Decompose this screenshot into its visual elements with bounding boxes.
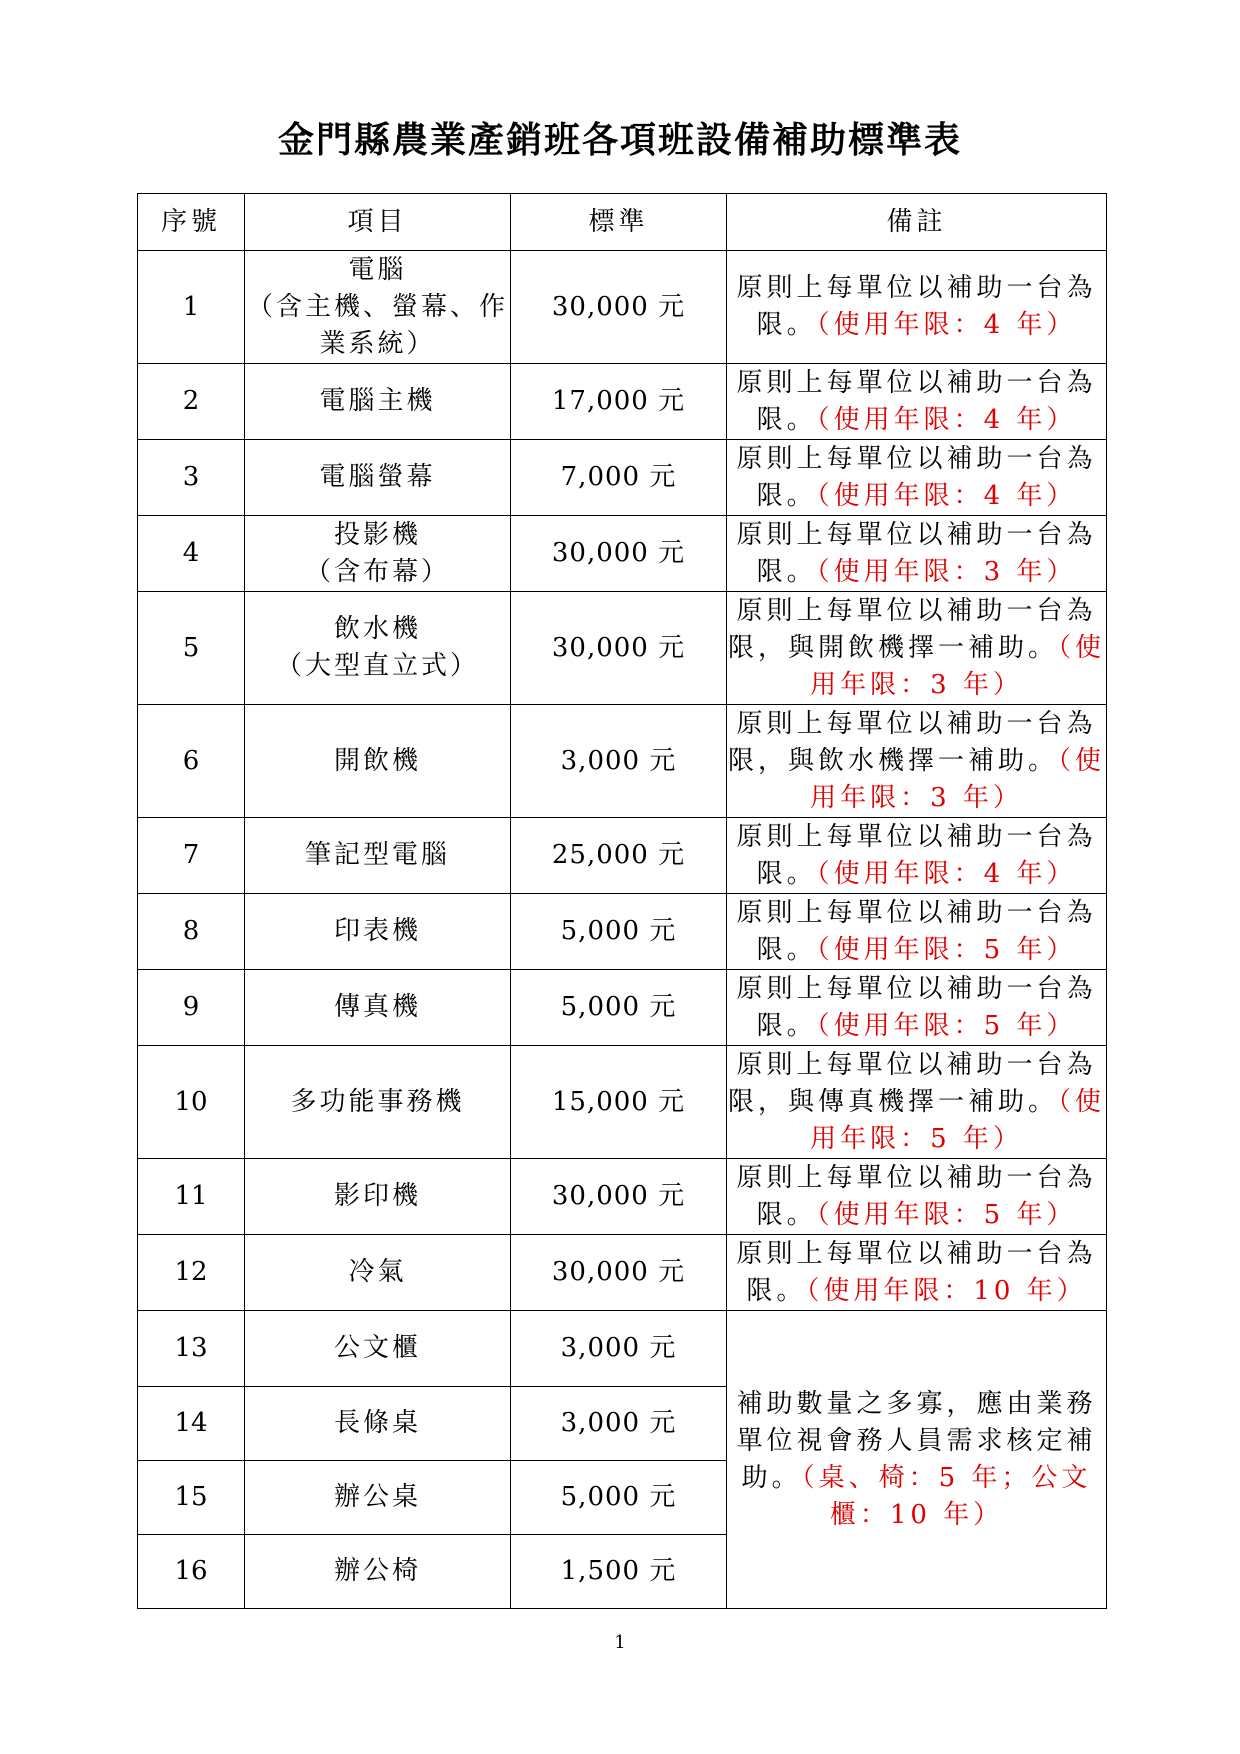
row-serial-number: 16 xyxy=(138,1535,245,1609)
remark-usage-period: （使用年限：5 年） xyxy=(810,1086,1106,1154)
row-remark xyxy=(727,970,1107,1046)
remark-usage-period: （使用年限：5 年） xyxy=(816,1010,1077,1041)
row-standard: 25,000 元 xyxy=(511,818,727,894)
item-line: 冷氣 xyxy=(348,1257,407,1287)
remark-text: 原則上每單位以補助一台為限，與傳真機擇一補助。 xyxy=(727,1049,1097,1117)
remark-text: 原則上每單位以補助一台為限。 xyxy=(736,273,1097,340)
row-remark xyxy=(727,364,1107,440)
item-line: 投影機 xyxy=(333,519,421,550)
remark-text: 原則上每單位以補助一台為限。 xyxy=(736,1162,1097,1230)
table-row xyxy=(138,1235,1107,1311)
row-serial-number: 2 xyxy=(138,364,245,440)
row-remark xyxy=(727,592,1107,705)
page-number: 1 xyxy=(614,1632,626,1653)
table-row xyxy=(138,705,1107,818)
item-line: 公文櫃 xyxy=(333,1333,421,1363)
row-serial-number: 14 xyxy=(138,1387,245,1461)
item-line: （大型直立式） xyxy=(275,651,479,681)
table-header-row xyxy=(138,194,1107,251)
remark-usage-period: （使用年限：4 年） xyxy=(816,858,1077,889)
row-item xyxy=(245,1046,511,1159)
item-line: 飲水機 xyxy=(333,614,421,644)
item-line: （含主機、螢幕、作業系統） xyxy=(246,291,508,359)
row-remark xyxy=(727,1159,1107,1235)
row-serial-number: 7 xyxy=(138,818,245,894)
remark-text: 原則上每單位以補助一台為限。 xyxy=(736,367,1097,435)
remark-text: 原則上每單位以補助一台為限。 xyxy=(736,519,1097,587)
subsidy-standard-table xyxy=(137,193,1107,1609)
item-line: 開飲機 xyxy=(333,745,421,776)
row-item xyxy=(245,516,511,592)
table-row xyxy=(138,440,1107,516)
item-line: 影印機 xyxy=(333,1181,421,1211)
row-standard: 5,000 元 xyxy=(511,970,727,1046)
remark-usage-period: （使用年限：4 年） xyxy=(816,404,1077,435)
row-serial-number: 1 xyxy=(138,251,245,364)
item-line: 長條桌 xyxy=(333,1408,421,1438)
row-item xyxy=(245,251,511,364)
row-item xyxy=(245,1535,511,1609)
table-row xyxy=(138,1159,1107,1235)
row-serial-number: 4 xyxy=(138,516,245,592)
remark-text: 原則上每單位以補助一台為限。 xyxy=(736,1238,1097,1306)
row-remark xyxy=(727,440,1107,516)
row-remark xyxy=(727,1235,1107,1311)
item-line: 電腦 xyxy=(348,254,407,285)
remark-usage-period: （使用年限：3 年） xyxy=(816,556,1077,587)
row-remark xyxy=(727,516,1107,592)
table-row xyxy=(138,970,1107,1046)
row-item xyxy=(245,1311,511,1387)
row-serial-number: 12 xyxy=(138,1235,245,1311)
row-standard: 30,000 元 xyxy=(511,1235,727,1311)
row-item xyxy=(245,1159,511,1235)
row-standard: 3,000 元 xyxy=(511,705,727,818)
table-row xyxy=(138,364,1107,440)
row-standard: 5,000 元 xyxy=(511,894,727,970)
table-row xyxy=(138,251,1107,364)
item-line: 辦公桌 xyxy=(333,1482,421,1512)
remark-text: 原則上每單位以補助一台為限。 xyxy=(736,973,1097,1041)
row-item xyxy=(245,1461,511,1535)
merged-remark xyxy=(727,1311,1107,1609)
row-remark xyxy=(727,818,1107,894)
row-serial-number: 9 xyxy=(138,970,245,1046)
row-remark xyxy=(727,894,1107,970)
item-line: 電腦主機 xyxy=(319,386,436,416)
row-item xyxy=(245,592,511,705)
table-row xyxy=(138,894,1107,970)
row-standard: 5,000 元 xyxy=(511,1461,727,1535)
item-line: 電腦螢幕 xyxy=(319,462,436,492)
remark-usage-period: （使用年限：10 年） xyxy=(806,1275,1087,1306)
header-standard: 標準 xyxy=(511,194,727,251)
remark-text: 原則上每單位以補助一台為限，與飲水機擇一補助。 xyxy=(727,708,1097,776)
row-serial-number: 5 xyxy=(138,592,245,705)
header-remarks: 備註 xyxy=(727,194,1107,251)
row-item xyxy=(245,1235,511,1311)
row-remark xyxy=(727,1046,1107,1159)
row-standard: 1,500 元 xyxy=(511,1535,727,1609)
table-row xyxy=(138,1311,1107,1387)
table-row xyxy=(138,516,1107,592)
row-item xyxy=(245,1387,511,1461)
table-row xyxy=(138,1046,1107,1159)
row-serial-number: 3 xyxy=(138,440,245,516)
item-line: 筆記型電腦 xyxy=(304,840,450,870)
row-standard: 30,000 元 xyxy=(511,251,727,364)
row-item xyxy=(245,894,511,970)
header-serial-number: 序號 xyxy=(138,194,245,251)
remark-text: 原則上每單位以補助一台為限。 xyxy=(736,897,1097,965)
remark-usage-period: （使用年限：4 年） xyxy=(816,310,1077,340)
row-serial-number: 13 xyxy=(138,1311,245,1387)
row-serial-number: 10 xyxy=(138,1046,245,1159)
row-remark xyxy=(727,705,1107,818)
remark-usage-period: （使用年限：3 年） xyxy=(810,745,1106,813)
row-standard: 30,000 元 xyxy=(511,592,727,705)
header-item: 項目 xyxy=(245,194,511,251)
remark-usage-period: （桌、椅：5 年；公文櫃：10 年） xyxy=(801,1462,1092,1530)
row-item xyxy=(245,705,511,818)
document-title: 金門縣農業產銷班各項班設備補助標準表 xyxy=(277,120,962,161)
row-standard: 30,000 元 xyxy=(511,516,727,592)
item-line: 傳真機 xyxy=(333,992,421,1022)
item-line: 多功能事務機 xyxy=(290,1086,465,1117)
table-row xyxy=(138,818,1107,894)
row-standard: 3,000 元 xyxy=(511,1387,727,1461)
remark-usage-period: （使用年限：5 年） xyxy=(816,1199,1077,1230)
row-standard: 17,000 元 xyxy=(511,364,727,440)
item-line: （含布幕） xyxy=(304,556,450,587)
item-line: 印表機 xyxy=(333,916,421,946)
table-row xyxy=(138,592,1107,705)
remark-text: 原則上每單位以補助一台為限。 xyxy=(736,443,1097,511)
row-item xyxy=(245,818,511,894)
row-serial-number: 6 xyxy=(138,705,245,818)
remark-usage-period: （使用年限：3 年） xyxy=(810,632,1106,700)
remark-text: 原則上每單位以補助一台為限。 xyxy=(736,821,1097,889)
remark-usage-period: （使用年限：4 年） xyxy=(816,480,1077,511)
row-serial-number: 8 xyxy=(138,894,245,970)
remark-text: 原則上每單位以補助一台為限，與開飲機擇一補助。 xyxy=(727,595,1097,663)
row-remark xyxy=(727,251,1107,364)
row-item xyxy=(245,364,511,440)
row-item xyxy=(245,970,511,1046)
remark-text: 補助數量之多寡，應由業務單位視會務人員需求核定補助。 xyxy=(736,1388,1097,1493)
item-line: 辦公椅 xyxy=(333,1556,421,1586)
row-serial-number: 15 xyxy=(138,1461,245,1535)
row-item xyxy=(245,440,511,516)
row-standard: 15,000 元 xyxy=(511,1046,727,1159)
remark-usage-period: （使用年限：5 年） xyxy=(816,934,1077,965)
row-standard: 30,000 元 xyxy=(511,1159,727,1235)
row-standard: 3,000 元 xyxy=(511,1311,727,1387)
row-serial-number: 11 xyxy=(138,1159,245,1235)
row-standard: 7,000 元 xyxy=(511,440,727,516)
